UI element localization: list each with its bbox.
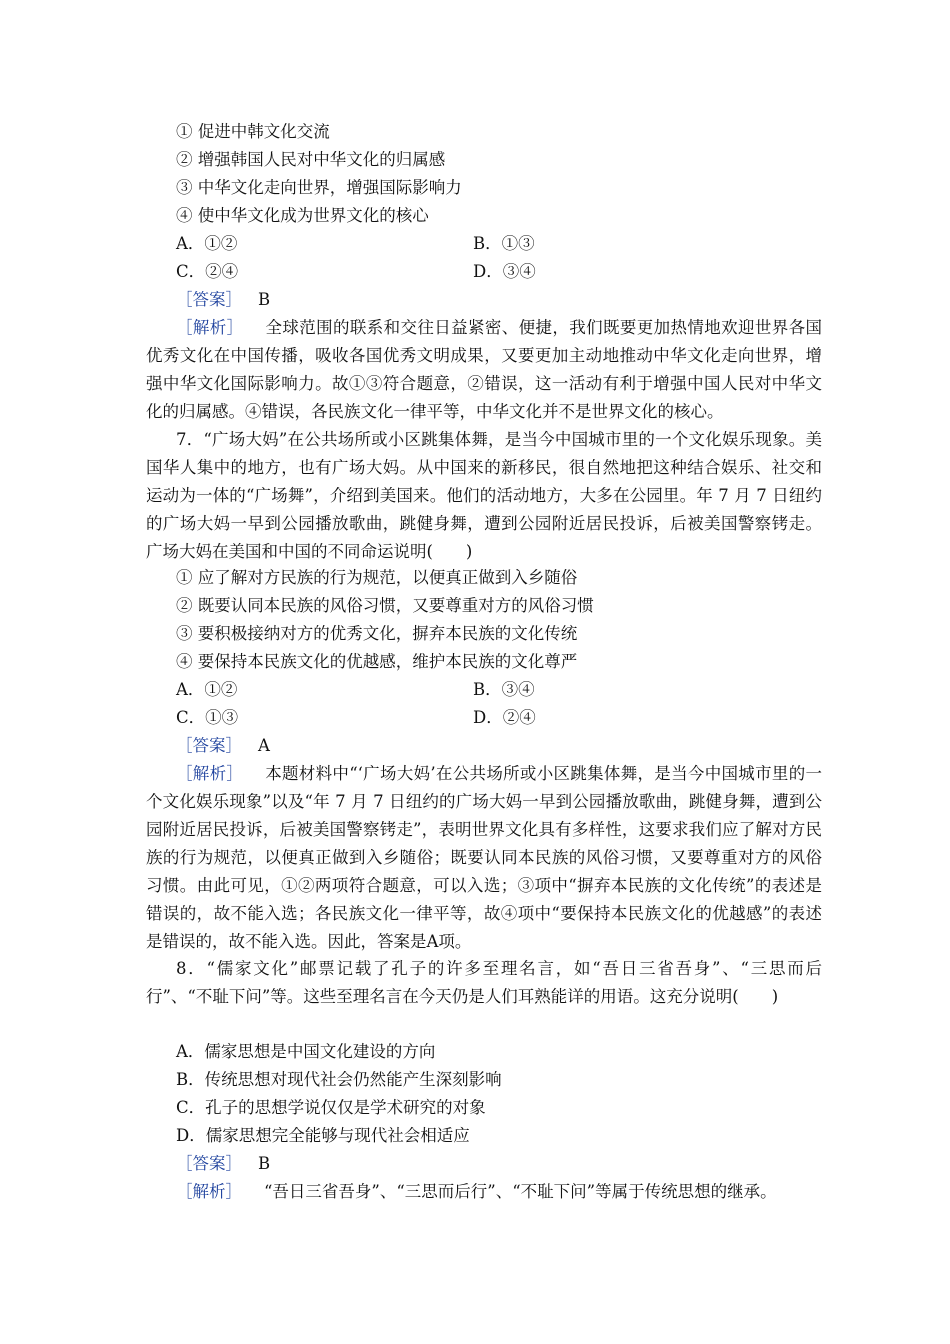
answer-tag: ［答案］ bbox=[176, 290, 242, 309]
q7-item-2: ② 既要认同本民族的风俗习惯，又要尊重对方的风俗习惯 bbox=[176, 596, 594, 615]
q6-item-3: ③ 中华文化走向世界，增强国际影响力 bbox=[176, 178, 462, 197]
analysis-tag: ［解析］ bbox=[176, 764, 244, 783]
q8-answer bbox=[176, 1150, 270, 1178]
q7-item-3: ③ 要积极接纳对方的优秀文化，摒弃本民族的文化传统 bbox=[176, 624, 578, 643]
analysis-tag: ［解析］ bbox=[176, 1182, 242, 1201]
answer-tag: ［答案］ bbox=[176, 1154, 242, 1173]
q8-option-c: C．孔子的思想学说仅仅是学术研究的对象 bbox=[176, 1098, 486, 1117]
q7-option-a: A．①② bbox=[176, 680, 238, 699]
answer-value: B bbox=[258, 290, 271, 309]
q8-option-a: A．儒家思想是中国文化建设的方向 bbox=[176, 1042, 436, 1061]
answer-tag: ［答案］ bbox=[176, 736, 242, 755]
q6-option-d: D．③④ bbox=[473, 262, 536, 281]
q6-item-4: ④ 使中华文化成为世界文化的核心 bbox=[176, 206, 429, 225]
answer-value: B bbox=[258, 1154, 271, 1173]
analysis-text: 本题材料中“‘广场大妈’在公共场所或小区跳集体舞，是当今中国城市里的一个文化娱乐现象”以及“年 7 月 7 日纽约的广场大妈一早到公园播放歌曲，跳健身舞，遭到公园附近居民投诉，后被美国警察铐走”，表明世界文化具有多样性，这要求我们应了解对方民族的行为规范，以便真正做到入乡随俗；既要认同本民族的风俗习惯，又要尊重对方的风俗习惯。由此可见，①②两项符合题意，可以入选；③项中“摒弃本民族的文化传统”的表述是错误的，故不能入选；各民族文化一律平等，故④项中“要保持本民族文化的优越感”的表述是错误的，故不能入选。因此，答案是A项。 bbox=[146, 764, 822, 951]
q6-answer bbox=[176, 286, 270, 314]
q6-item-1: ① 促进中韩文化交流 bbox=[176, 122, 330, 141]
q7-option-c: C．①③ bbox=[176, 708, 239, 727]
analysis-tag: ［解析］ bbox=[176, 318, 244, 337]
q7-option-b: B．③④ bbox=[473, 680, 535, 699]
analysis-text: 全球范围的联系和交往日益紧密、便捷，我们既要更加热情地欢迎世界各国优秀文化在中国传播，吸收各国优秀文明成果，又要更加主动地推动中华文化走向世界，增强中华文化国际影响力。故①③符合题意，②错误，这一活动有利于增强中国人民对中华文化的归属感。④错误，各民族文化一律平等，中华文化并不是世界文化的核心。 bbox=[146, 318, 822, 421]
q6-option-a: A．①② bbox=[176, 234, 238, 253]
q7-stem: 7．“广场大妈”在公共场所或小区跳集体舞，是当今中国城市里的一个文化娱乐现象。美国华人集中的地方，也有广场大妈。从中国来的新移民，很自然地把这种结合娱乐、社交和运动为一体的“广场舞”，介绍到美国来。他们的活动地方，大多在公园里。年 7 月 7 日纽约的广场大妈一早到公园播放歌曲，跳健身舞，遭到公园附近居民投诉，后被美国警察铐走。广场大妈在美国和中国的不同命运说明( ) bbox=[146, 430, 822, 561]
q7-analysis bbox=[146, 760, 822, 956]
q7-option-d: D．②④ bbox=[473, 708, 536, 727]
analysis-text: “吾日三省吾身”、“三思而后行”、“不耻下问”等属于传统思想的继承。 bbox=[264, 1182, 777, 1201]
q8-option-b: B．传统思想对现代社会仍然能产生深刻影响 bbox=[176, 1070, 502, 1089]
q8-option-d: D．儒家思想完全能够与现代社会相适应 bbox=[176, 1126, 470, 1145]
q6-option-c: C．②④ bbox=[176, 262, 239, 281]
q8-analysis bbox=[146, 1178, 822, 1206]
answer-value: A bbox=[258, 736, 270, 755]
q7-item-1: ① 应了解对方民族的行为规范，以便真正做到入乡随俗 bbox=[176, 568, 578, 587]
q7-answer bbox=[176, 732, 270, 760]
q6-item-2: ② 增强韩国人民对中华文化的归属感 bbox=[176, 150, 446, 169]
q7-item-4: ④ 要保持本民族文化的优越感，维护本民族的文化尊严 bbox=[176, 652, 578, 671]
q8-stem: 8．“儒家文化”邮票记载了孔子的许多至理名言，如“吾日三省吾身”、“三思而后行”、“不耻下问”等。这些至理名言在今天仍是人们耳熟能详的用语。这充分说明( ) bbox=[146, 959, 822, 1006]
q6-option-b: B．①③ bbox=[473, 234, 535, 253]
q6-analysis bbox=[146, 314, 822, 426]
